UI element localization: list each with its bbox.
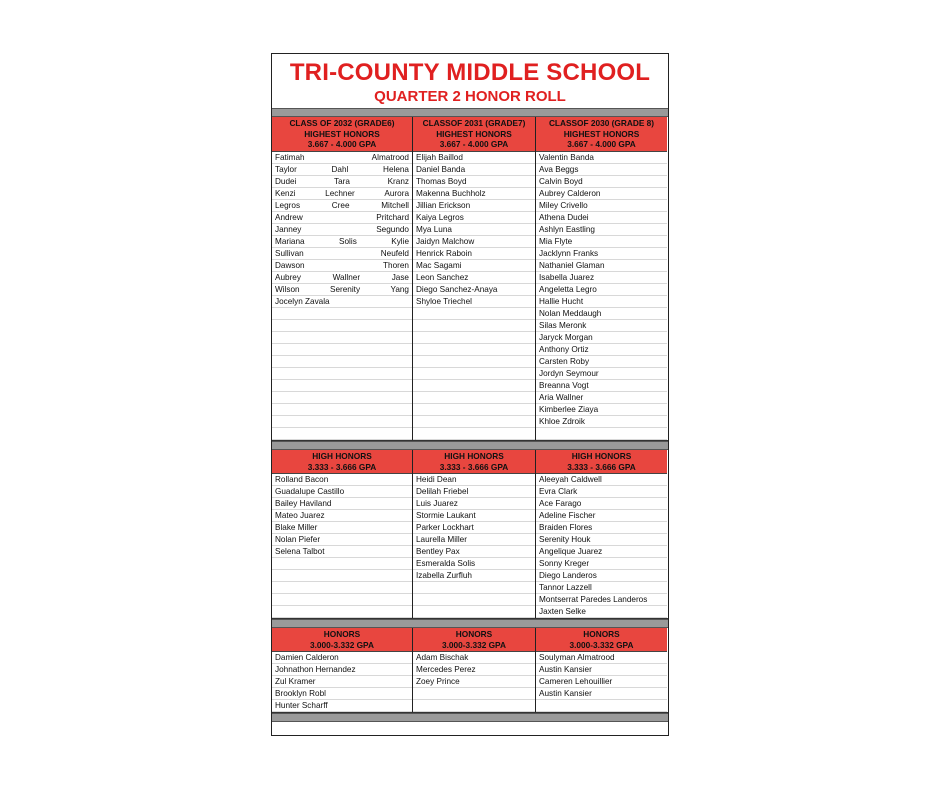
name-row: Adam Bischak [413,652,535,664]
name-row: Austin Kansier [536,688,667,700]
name-row [413,368,535,380]
name-part: Dahl [331,165,349,174]
name-part: Lechner [325,189,355,198]
column-header [536,628,667,652]
name-part: Legros [275,201,301,210]
name-part: Cree [331,201,350,210]
name-row: Blake Miller [272,522,412,534]
name-row: Kaiya Legros [413,212,535,224]
name-row [413,392,535,404]
name-part: Aubrey [275,273,301,282]
name-row: Zul Kramer [272,676,412,688]
name-row: Jillian Erickson [413,200,535,212]
header-line: 3.667 - 4.000 GPA [439,139,509,150]
column-header [413,628,535,652]
column-header [413,117,535,152]
name-row: Diego Landeros [536,570,667,582]
name-row: Hunter Scharff [272,700,412,712]
header-line: HONORS [323,629,361,639]
name-row: Nolan Piefer [272,534,412,546]
name-part: Dudei [275,177,297,186]
name-row: Stormie Laukant [413,510,535,522]
name-row [272,582,412,594]
name-part: Kenzi [275,189,296,198]
name-row: Hallie Hucht [536,296,667,308]
name-part: Wallner [332,273,361,282]
grade-column [272,450,413,618]
name-row: Delilah Friebel [413,486,535,498]
name-row: Zoey Prince [413,676,535,688]
name-row: Elijah Baillod [413,152,535,164]
name-row: Kimberlee Ziaya [536,404,667,416]
name-row: Jaryck Morgan [536,332,667,344]
name-row [413,344,535,356]
name-row [272,200,412,212]
header-line: 3.667 - 4.000 GPA [307,139,377,150]
name-part: Kylie [391,237,409,246]
column-header [272,117,412,152]
name-part: Fatimah [275,153,305,162]
name-row [413,606,535,618]
grade-column [413,628,536,712]
school-title: TRI-COUNTY MIDDLE SCHOOL [289,59,651,86]
name-row: Anthony Ortiz [536,344,667,356]
header-line: CLASS OF 2032 (GRADE6) [289,118,395,129]
name-row [272,188,412,200]
name-row: Luis Juarez [413,498,535,510]
header-line: HIGHEST HONORS [304,128,380,139]
name-row [413,688,535,700]
honor-section [272,628,668,713]
name-row [272,212,412,224]
name-row [413,582,535,594]
grade-column [413,117,536,440]
name-row: Ava Beggs [536,164,667,176]
name-row: Guadalupe Castillo [272,486,412,498]
name-part: Thoren [383,261,409,270]
name-row [272,368,412,380]
name-row [272,558,412,570]
name-part: Andrew [275,213,303,222]
name-part: Yang [390,285,409,294]
name-row: Henrick Raboin [413,248,535,260]
grade-column [413,450,536,618]
name-row [413,332,535,344]
name-row: Miley Crivello [536,200,667,212]
name-row: Daniel Banda [413,164,535,176]
name-part: Tara [334,177,350,186]
name-row: Aubrey Calderon [536,188,667,200]
name-row: Izabella Zurfluh [413,570,535,582]
name-row [413,404,535,416]
honor-section [272,450,668,619]
name-row [272,164,412,176]
name-row: Shyloe Triechel [413,296,535,308]
name-row: Ashlyn Eastling [536,224,667,236]
name-part: Helena [383,165,409,174]
grade-column [536,450,667,618]
name-row [272,332,412,344]
name-row: Khloe Zdroik [536,416,667,428]
name-row [272,308,412,320]
column-header [272,628,412,652]
honor-roll-sheet [271,53,669,736]
name-row: Selena Talbot [272,546,412,558]
name-row: Sonny Kreger [536,558,667,570]
header-line: 3.333 - 3.666 GPA [567,461,636,472]
name-row: Johnathon Hernandez [272,664,412,676]
name-row: Mya Luna [413,224,535,236]
name-row [272,284,412,296]
name-row: Angeletta Legro [536,284,667,296]
name-row: Parker Lockhart [413,522,535,534]
name-row: Tannor Lazzell [536,582,667,594]
name-part: Almatrood [371,153,409,162]
honor-section [272,117,668,441]
name-part: Janney [275,225,302,234]
name-part: Mitchell [381,201,409,210]
header-line: 3.000-3.332 GPA [310,639,374,650]
name-row: Leon Sanchez [413,272,535,284]
name-row [413,320,535,332]
header-line: HIGHEST HONORS [436,128,512,139]
header-line: 3.333 - 3.666 GPA [439,461,509,472]
header-line: HIGH HONORS [312,451,372,461]
header-line: HONORS [455,629,493,639]
name-row [413,356,535,368]
name-row: Angelique Juarez [536,546,667,558]
name-row [413,308,535,320]
name-row [272,272,412,284]
name-part: Aurora [384,189,409,198]
name-row: Makenna Buchholz [413,188,535,200]
name-row [272,416,412,428]
name-part: Jase [391,273,409,282]
name-row [413,416,535,428]
name-row [272,594,412,606]
column-header [272,450,412,474]
name-row [272,248,412,260]
name-row: Ace Farago [536,498,667,510]
name-part: Dawson [275,261,305,270]
name-row: Bentley Pax [413,546,535,558]
name-row: Mia Flyte [536,236,667,248]
header-line: CLASSOF 2031 (GRADE7) [422,118,526,129]
header-line: HONORS [583,629,620,639]
header-line: 3.667 - 4.000 GPA [567,139,636,150]
name-row: Valentin Banda [536,152,667,164]
name-part: Wilson [275,285,300,294]
grade-column [272,117,413,440]
header-line: CLASSOF 2030 (GRADE 8) [548,118,655,129]
name-part: Sullivan [275,249,304,258]
name-row: Jordyn Seymour [536,368,667,380]
name-row: Silas Meronk [536,320,667,332]
name-row: Jocelyn Zavala [272,296,412,308]
name-row [272,260,412,272]
name-part: Kranz [387,177,409,186]
name-row [413,700,535,712]
name-row [272,356,412,368]
name-row: Aleeyah Caldwell [536,474,667,486]
column-header [536,450,667,474]
divider-bar [272,441,668,450]
name-row: Rolland Bacon [272,474,412,486]
name-row [536,700,667,712]
name-row: Damien Calderon [272,652,412,664]
name-row [272,176,412,188]
name-row [272,152,412,164]
name-part: Neufeld [380,249,409,258]
name-row: Braiden Flores [536,522,667,534]
header-line: HIGH HONORS [444,451,504,461]
name-part: Solis [339,237,357,246]
name-part: Serenity [330,285,361,294]
name-row [272,320,412,332]
name-row [272,404,412,416]
name-row: Adeline Fischer [536,510,667,522]
name-row: Esmeralda Solis [413,558,535,570]
divider-bar [272,108,668,117]
name-row: Mateo Juarez [272,510,412,522]
name-row: Jaxten Selke [536,606,667,618]
name-row: Bailey Haviland [272,498,412,510]
divider-bar [272,713,668,722]
name-row: Mac Sagami [413,260,535,272]
grade-column [272,628,413,712]
grade-column [536,628,667,712]
honor-roll-subtitle: QUARTER 2 HONOR ROLL [374,88,566,105]
header-line: HIGH HONORS [571,451,632,461]
name-row [272,344,412,356]
name-row [536,428,667,440]
name-row: Diego Sanchez-Anaya [413,284,535,296]
name-part: Segundo [376,225,409,234]
column-header [413,450,535,474]
name-row: Isabella Juarez [536,272,667,284]
name-row [413,428,535,440]
name-row: Nathaniel Glaman [536,260,667,272]
name-row: Aria Wallner [536,392,667,404]
name-row [272,606,412,618]
name-row [272,392,412,404]
header-line: 3.000-3.332 GPA [442,639,506,650]
name-part: Pritchard [376,213,409,222]
name-row [272,570,412,582]
grade-column [536,117,667,440]
name-row: Mercedes Perez [413,664,535,676]
name-row: Carsten Roby [536,356,667,368]
column-header [536,117,667,152]
divider-bar [272,619,668,628]
name-row: Heidi Dean [413,474,535,486]
name-row: Nolan Meddaugh [536,308,667,320]
name-row: Jacklynn Franks [536,248,667,260]
honor-roll-table [272,117,668,722]
name-row [413,380,535,392]
name-row: Athena Dudei [536,212,667,224]
name-part: Taylor [275,165,297,174]
name-row: Breanna Vogt [536,380,667,392]
name-row [272,224,412,236]
name-row: Austin Kansier [536,664,667,676]
name-row: Evra Clark [536,486,667,498]
header-line: 3.333 - 3.666 GPA [307,461,377,472]
name-row: Serenity Houk [536,534,667,546]
header-line: 3.000-3.332 GPA [569,639,634,650]
name-row [413,594,535,606]
name-row: Soulyman Almatrood [536,652,667,664]
name-row: Thomas Boyd [413,176,535,188]
name-part: Mariana [275,237,305,246]
name-row [272,428,412,440]
header-line: HIGHEST HONORS [563,128,640,139]
name-row: Cameren Lehouillier [536,676,667,688]
name-row [272,380,412,392]
name-row: Brooklyn Robl [272,688,412,700]
name-row: Montserrat Paredes Landeros [536,594,667,606]
name-row: Laurella Miller [413,534,535,546]
name-row: Jaidyn Malchow [413,236,535,248]
name-row: Calvin Boyd [536,176,667,188]
name-row [272,236,412,248]
